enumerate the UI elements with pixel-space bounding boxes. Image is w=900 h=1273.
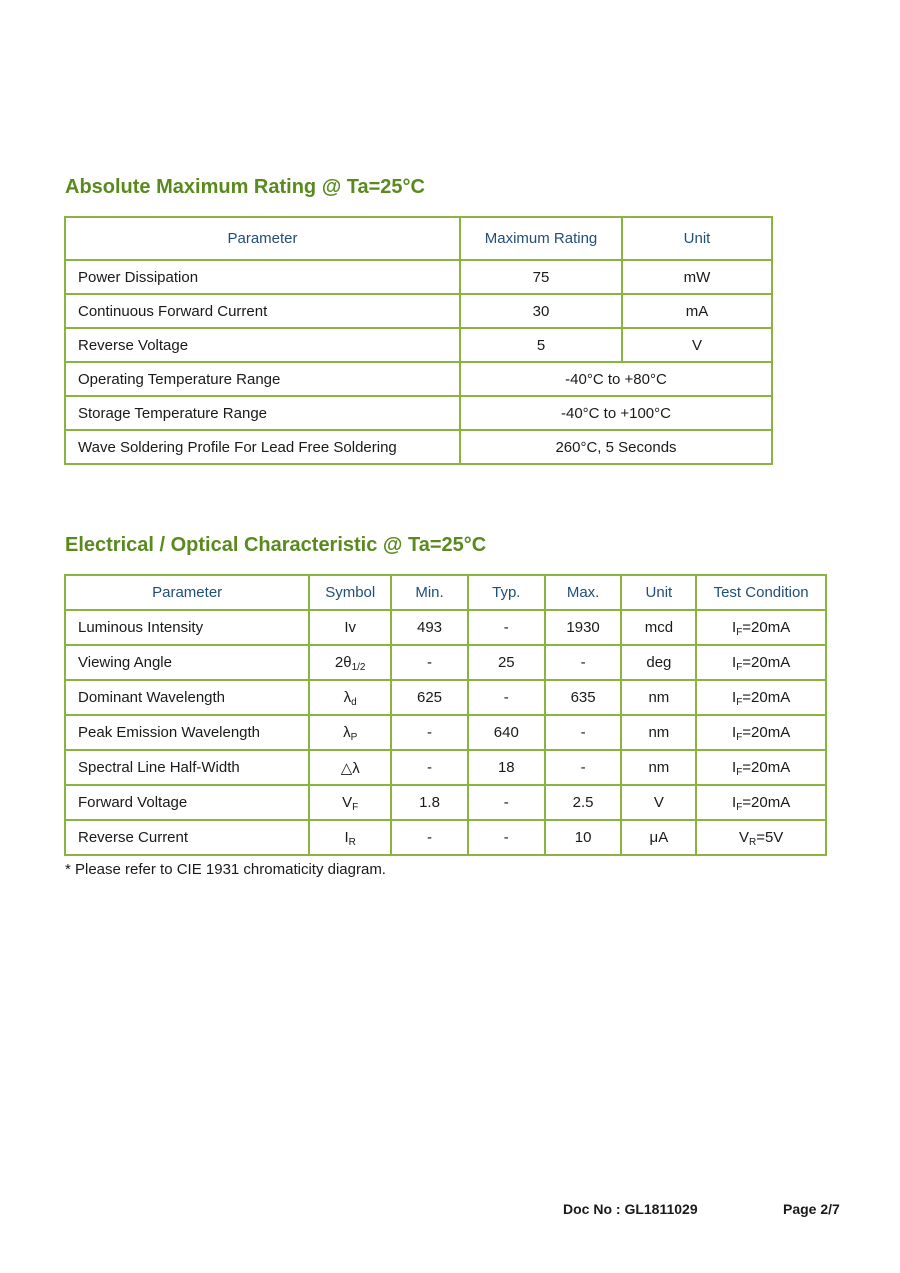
table-row xyxy=(65,430,772,464)
table-row xyxy=(65,610,826,645)
symbol-subscript: d xyxy=(351,697,357,708)
min-cell: 625 xyxy=(391,680,468,715)
test-condition-cell xyxy=(696,610,826,645)
unit-cell: V xyxy=(621,785,696,820)
rating-cell: 30 xyxy=(460,294,622,328)
min-cell: - xyxy=(391,750,468,785)
condition-value: =20mA xyxy=(742,654,791,671)
symbol-subscript: R xyxy=(348,837,356,848)
parameter-cell: Viewing Angle xyxy=(65,645,309,680)
min-cell: 1.8 xyxy=(391,785,468,820)
max-cell: 2.5 xyxy=(545,785,622,820)
parameter-cell: Wave Soldering Profile For Lead Free Soldering xyxy=(65,430,460,464)
symbol-text: I xyxy=(344,829,349,846)
doc-number: Doc No : GL1811029 xyxy=(563,1201,698,1217)
table-row xyxy=(65,396,772,430)
condition-symbol: I xyxy=(732,654,737,671)
min-cell: - xyxy=(391,715,468,750)
table-row xyxy=(65,680,826,715)
test-condition-cell xyxy=(696,750,826,785)
condition-symbol: I xyxy=(732,724,737,741)
parameter-cell: Storage Temperature Range xyxy=(65,396,460,430)
parameter-cell: Forward Voltage xyxy=(65,785,309,820)
rating-cell: 75 xyxy=(460,260,622,294)
unit-cell: nm xyxy=(621,715,696,750)
test-condition-cell xyxy=(696,785,826,820)
footnote: * Please refer to CIE 1931 chromaticity diagram. xyxy=(65,861,386,878)
unit-cell: nm xyxy=(621,750,696,785)
unit-cell: mcd xyxy=(621,610,696,645)
column-header: Parameter xyxy=(65,575,309,610)
typ-cell: - xyxy=(468,785,545,820)
column-header: Symbol xyxy=(309,575,391,610)
unit-cell: V xyxy=(622,328,772,362)
max-cell: - xyxy=(545,715,622,750)
parameter-cell: Dominant Wavelength xyxy=(65,680,309,715)
column-header: Typ. xyxy=(468,575,545,610)
condition-value: =20mA xyxy=(742,689,791,706)
typ-cell: - xyxy=(468,680,545,715)
unit-cell: μA xyxy=(621,820,696,855)
section-title-electrical-optical: Electrical / Optical Characteristic @ Ta=25°C xyxy=(65,534,487,556)
min-cell: - xyxy=(391,820,468,855)
parameter-cell: Reverse Current xyxy=(65,820,309,855)
parameter-cell: Luminous Intensity xyxy=(65,610,309,645)
table-row xyxy=(65,750,826,785)
max-cell: 1930 xyxy=(545,610,622,645)
condition-subscript: F xyxy=(736,802,743,813)
table-row xyxy=(65,328,772,362)
condition-subscript: F xyxy=(736,697,743,708)
column-header: Test Condition xyxy=(696,575,826,610)
parameter-cell: Operating Temperature Range xyxy=(65,362,460,396)
parameter-cell: Continuous Forward Current xyxy=(65,294,460,328)
condition-symbol: I xyxy=(732,759,737,776)
symbol-text: λ xyxy=(343,689,352,706)
symbol-text: λ xyxy=(343,724,351,741)
symbol-cell xyxy=(309,785,391,820)
table-row xyxy=(65,820,826,855)
symbol-cell xyxy=(309,645,391,680)
table-header-row xyxy=(65,217,772,260)
max-cell: - xyxy=(545,645,622,680)
symbol-cell xyxy=(309,610,391,645)
table-row xyxy=(65,715,826,750)
condition-value: =5V xyxy=(756,829,784,846)
typ-cell: 25 xyxy=(468,645,545,680)
rating-cell: -40°C to +80°C xyxy=(460,362,772,396)
unit-cell: mA xyxy=(622,294,772,328)
condition-subscript: F xyxy=(736,732,743,743)
condition-value: =20mA xyxy=(742,794,791,811)
symbol-text: V xyxy=(342,794,353,811)
typ-cell: 18 xyxy=(468,750,545,785)
table-row xyxy=(65,362,772,396)
unit-cell: deg xyxy=(621,645,696,680)
electrical-optical-table xyxy=(64,574,827,856)
unit-cell: nm xyxy=(621,680,696,715)
page-number: Page 2/7 xyxy=(783,1201,840,1217)
column-header: Min. xyxy=(391,575,468,610)
symbol-cell xyxy=(309,715,391,750)
table-header-row xyxy=(65,575,826,610)
condition-subscript: F xyxy=(736,767,743,778)
column-header: Parameter xyxy=(65,217,460,260)
parameter-cell: Peak Emission Wavelength xyxy=(65,715,309,750)
condition-symbol: I xyxy=(732,794,737,811)
max-cell: 10 xyxy=(545,820,622,855)
table-row xyxy=(65,785,826,820)
symbol-text: △λ xyxy=(340,759,360,777)
condition-value: =20mA xyxy=(742,619,791,636)
parameter-cell: Reverse Voltage xyxy=(65,328,460,362)
max-cell: - xyxy=(545,750,622,785)
parameter-cell: Power Dissipation xyxy=(65,260,460,294)
typ-cell: - xyxy=(468,610,545,645)
symbol-subscript: 1/2 xyxy=(351,662,366,673)
unit-cell: mW xyxy=(622,260,772,294)
column-header: Maximum Rating xyxy=(460,217,622,260)
symbol-subscript: P xyxy=(350,732,358,743)
parameter-cell: Spectral Line Half-Width xyxy=(65,750,309,785)
column-header: Max. xyxy=(545,575,622,610)
table-row xyxy=(65,645,826,680)
condition-symbol: I xyxy=(732,689,737,706)
condition-subscript: F xyxy=(736,627,743,638)
symbol-subscript: F xyxy=(352,802,359,813)
rating-cell: 260°C, 5 Seconds xyxy=(460,430,772,464)
condition-symbol: V xyxy=(738,829,749,846)
rating-cell: 5 xyxy=(460,328,622,362)
condition-subscript: R xyxy=(748,837,757,848)
min-cell: - xyxy=(391,645,468,680)
section-title-absolute-max: Absolute Maximum Rating @ Ta=25°C xyxy=(65,176,425,198)
column-header: Unit xyxy=(621,575,696,610)
typ-cell: 640 xyxy=(468,715,545,750)
column-header: Unit xyxy=(622,217,772,260)
symbol-cell xyxy=(309,750,391,785)
symbol-text: 2θ xyxy=(334,654,352,671)
condition-subscript: F xyxy=(736,662,743,673)
rating-cell: -40°C to +100°C xyxy=(460,396,772,430)
condition-symbol: I xyxy=(732,619,737,636)
typ-cell: - xyxy=(468,820,545,855)
condition-value: =20mA xyxy=(742,759,791,776)
test-condition-cell xyxy=(696,680,826,715)
symbol-cell xyxy=(309,680,391,715)
condition-value: =20mA xyxy=(742,724,791,741)
test-condition-cell xyxy=(696,820,826,855)
test-condition-cell xyxy=(696,645,826,680)
table-row xyxy=(65,260,772,294)
absolute-max-rating-table xyxy=(64,216,773,465)
max-cell: 635 xyxy=(545,680,622,715)
symbol-text: Iv xyxy=(344,619,357,636)
table-row xyxy=(65,294,772,328)
min-cell: 493 xyxy=(391,610,468,645)
test-condition-cell xyxy=(696,715,826,750)
symbol-cell xyxy=(309,820,391,855)
